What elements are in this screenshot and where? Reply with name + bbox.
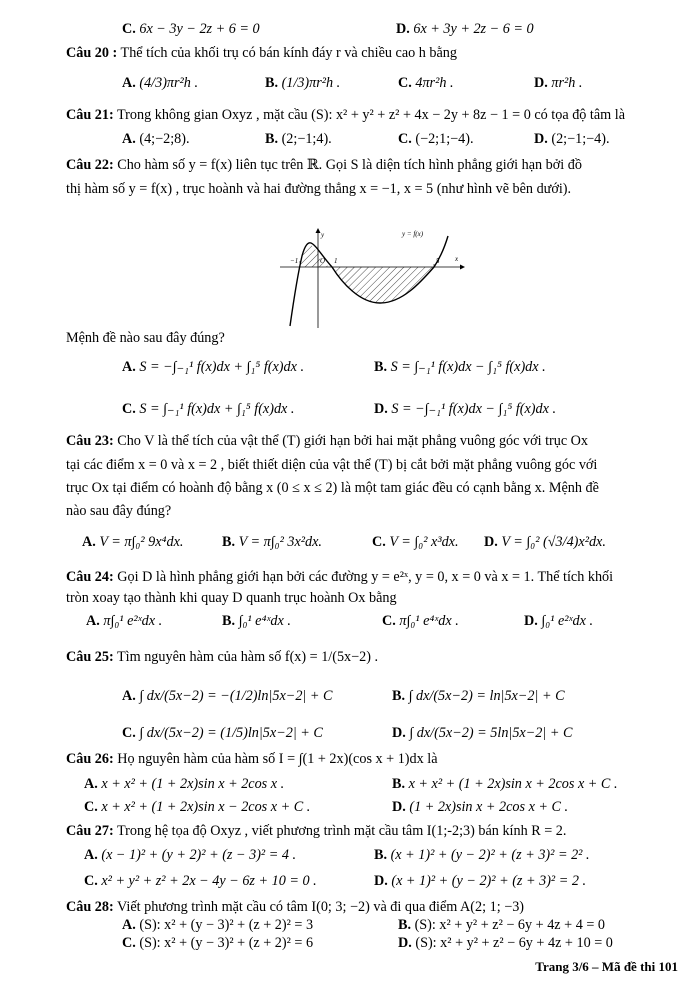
q28-option-a[interactable]: A. (S): x² + (y − 3)² + (z + 2)² = 3 [122,917,314,933]
q25-option-c[interactable]: C. ∫ dx/(5x−2) = (1/5)ln|5x−2| + C [122,725,323,741]
q27-option-d[interactable]: D. (x + 1)² + (y − 2)² + (z + 3)² = 2 . [374,873,587,889]
q26-option-b[interactable]: B. x + x² + (1 + 2x)sin x + 2cos x + C . [392,776,618,792]
q20-option-b[interactable]: B. (1/3)πr²h . [265,75,341,91]
q21-stem: Câu 21: Trong không gian Oxyz , mặt cầu (S): x² + y² + z² + 4x − 2y + 8z − 1 = 0 có tọa độ tâm là [66,107,625,123]
q25-stem: Câu 25: Tìm nguyên hàm của hàm số f(x) = 1/(5x−2) . [66,649,379,665]
q22-option-b[interactable]: B. S = ∫₋₁¹ f(x)dx − ∫₁⁵ f(x)dx . [374,359,546,375]
q23-option-b[interactable]: B. V = π∫₀² 3x²dx. [222,534,322,550]
q24-stem-line1: Câu 24: Gọi D là hình phẳng giới hạn bởi các đường y = e²ˣ, y = 0, x = 0 và x = 1. Thể tích khối [66,569,614,585]
q20-option-a[interactable]: A. (4/3)πr²h . [122,75,198,91]
q20-option-d[interactable]: D. πr²h . [534,75,583,91]
q26-option-d[interactable]: D. (1 + 2x)sin x + 2cos x + C . [392,799,569,815]
q25-option-a[interactable]: A. ∫ dx/(5x−2) = −(1/2)ln|5x−2| + C [122,688,333,704]
axis-x-label: x [455,255,459,263]
q28-stem: Câu 28: Viết phương trình mặt cầu có tâm I(0; 3; −2) và đi qua điểm A(2; 1; −3) [66,899,525,915]
q22-option-d[interactable]: D. S = −∫₋₁¹ f(x)dx − ∫₁⁵ f(x)dx . [374,401,557,417]
q28-option-d[interactable]: D. (S): x² + y² + z² − 6y + 4z + 10 = 0 [398,935,613,951]
q21-option-c[interactable]: C. (−2;1;−4). [398,131,474,147]
q20-option-c[interactable]: C. 4πr²h . [398,75,454,91]
q23-option-c[interactable]: C. V = ∫₀² x³dx. [372,534,459,550]
q25-option-d[interactable]: D. ∫ dx/(5x−2) = 5ln|5x−2| + C [392,725,573,741]
q22-stem-line2: thị hàm số y = f(x) , trục hoành và hai đường thẳng x = −1, x = 5 (như hình vẽ bên dưới). [66,181,572,197]
q27-option-b[interactable]: B. (x + 1)² + (y − 2)² + (z + 3)² = 2² . [374,847,590,863]
q19-option-d[interactable]: D. 6x + 3y + 2z − 6 = 0 [396,21,534,37]
q21-option-d[interactable]: D. (2;−1;−4). [534,131,610,147]
origin-label: O [320,257,326,265]
q24-stem-line2: tròn xoay tạo thành khi quay D quanh trục hoành Ox bằng [66,590,397,606]
tick-5-label: 5 [436,257,440,265]
q27-stem: Câu 27: Trong hệ tọa độ Oxyz , viết phương trình mặt cầu tâm I(1;-2;3) bán kính R = 2. [66,823,567,839]
q27-option-c[interactable]: C. x² + y² + z² + 2x − 4y − 6z + 10 = 0 . [84,873,317,889]
q23-stem-line4: nào sau đây đúng? [66,503,172,519]
q22-option-c[interactable]: C. S = ∫₋₁¹ f(x)dx + ∫₁⁵ f(x)dx . [122,401,295,417]
curve-label: y = f(x) [402,230,424,238]
q21-option-a[interactable]: A. (4;−2;8). [122,131,190,147]
tick-1-label: 1 [334,257,338,265]
q26-option-a[interactable]: A. x + x² + (1 + 2x)sin x + 2cos x . [84,776,285,792]
q26-stem: Câu 26: Họ nguyên hàm của hàm số I = ∫(1 + 2x)(cos x + 1)dx là [66,751,438,767]
q27-option-a[interactable]: A. (x − 1)² + (y + 2)² + (z − 3)² = 4 . [84,847,297,863]
q26-option-c[interactable]: C. x + x² + (1 + 2x)sin x − 2cos x + C . [84,799,311,815]
q23-stem-line1: Câu 23: Cho V là thể tích của vật thể (T) giới hạn bởi hai mặt phẳng vuông góc với trục Ox [66,433,589,449]
hatched-region-right [332,267,434,303]
q28-option-b[interactable]: B. (S): x² + y² + z² − 6y + 4z + 4 = 0 [398,917,605,933]
x-axis-arrow-icon [460,265,465,270]
q28-option-c[interactable]: C. (S): x² + (y − 3)² + (z + 2)² = 6 [122,935,314,951]
q24-option-c[interactable]: C. π∫₀¹ e⁴ˣdx . [382,613,459,629]
q24-option-b[interactable]: B. ∫₀¹ e⁴ˣdx . [222,613,291,629]
q19-option-c[interactable]: C. 6x − 3y − 2z + 6 = 0 [122,21,260,37]
axis-y-label: y [321,231,325,239]
page-footer: Trang 3/6 – Mã đề thi 101 [535,959,678,974]
q23-stem-line3: trục Ox tại điểm có hoành độ bằng x (0 ≤ x ≤ 2) là một tam giác đều có cạnh bằng x. Mệnh đề [66,480,599,496]
q22-question: Mệnh đề nào sau đây đúng? [66,330,225,346]
q25-option-b[interactable]: B. ∫ dx/(5x−2) = ln|5x−2| + C [392,688,565,704]
q20-stem: Câu 20 : Thể tích của khối trụ có bán kính đáy r và chiều cao h bằng [66,45,457,61]
q23-option-d[interactable]: D. V = ∫₀² (√3/4)x²dx. [484,534,606,550]
q22-option-a[interactable]: A. S = −∫₋₁¹ f(x)dx + ∫₁⁵ f(x)dx . [122,359,305,375]
q24-option-a[interactable]: A. π∫₀¹ e²ˣdx . [86,613,163,629]
y-axis-arrow-icon [316,228,321,233]
q22-stem-line1: Câu 22: Cho hàm số y = f(x) liên tục trên ℝ. Gọi S là diện tích hình phẳng giới hạn bởi đồ [66,157,582,173]
q23-option-a[interactable]: A. V = π∫₀² 9x⁴dx. [82,534,184,550]
q24-option-d[interactable]: D. ∫₀¹ e²ˣdx . [524,613,594,629]
q23-stem-line2: tại các điểm x = 0 và x = 2 , biết thiết diện của vật thể (T) bị cắt bởi mặt phẳng vuông góc với [66,457,598,473]
q22-function-graph [280,228,465,328]
q21-option-b[interactable]: B. (2;−1;4). [265,131,332,147]
tick-neg1-label: −1 [290,257,299,265]
